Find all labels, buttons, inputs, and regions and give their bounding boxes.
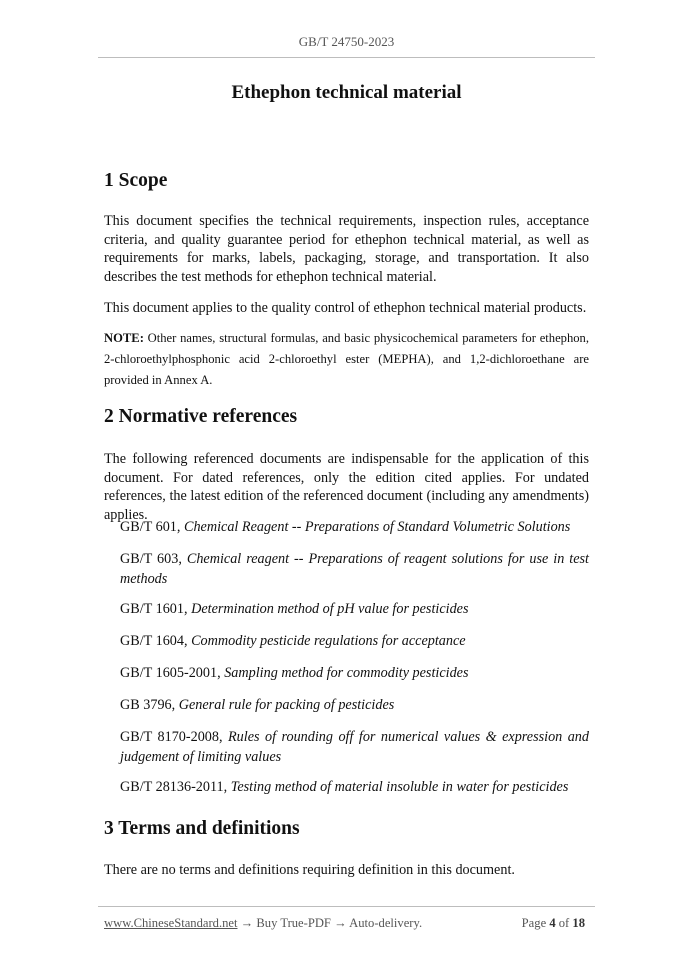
footer-promo [104,916,422,931]
note-label: NOTE: [104,331,144,345]
reference-code: GB/T 603, [120,551,187,567]
reference-item [120,663,589,683]
section-heading-terms-and-definitions: 3 Terms and definitions [104,818,300,839]
page-total: 18 [572,916,585,930]
reference-item [120,777,589,797]
terms-text: There are no terms and definitions requiring definition in this document. [104,862,515,878]
reference-title: Commodity pesticide regulations for acceptance [191,633,466,649]
page-indicator [522,916,585,931]
reference-title: General rule for packing of pesticides [178,697,395,713]
reference-item [120,727,589,767]
page-label: Page [521,916,550,930]
reference-title: Chemical reagent -- Preparations of reagent solutions for use in test methods [120,551,589,587]
reference-code: GB/T 1604, [120,633,192,649]
reference-code: GB/T 1605-2001, [120,665,225,681]
reference-item [120,517,589,537]
scope-note [104,328,589,391]
arrow-icon: → [240,916,254,930]
section-heading-scope: 1 Scope [104,170,168,191]
reference-code: GB/T 601, [120,519,184,535]
footer-divider [98,906,595,907]
page-of: of [555,916,573,930]
scope-paragraph-1: This document specifies the technical requirements, inspection rules, acceptance criteria, and quality guarantee period for ethephon technical material, as well as requirements for marks, labels, packaging, storage, and transportation. It also describes the test methods for ethephon technical material. [104,213,589,285]
reference-title: Rules of rounding off for numerical values & expression and judgement of limiting values [120,729,589,765]
document-title: Ethephon technical material [231,82,462,103]
normative-intro: The following referenced documents are indispensable for the application of this document. For dated references, only the edition cited applies. For undated references, the latest edition of the referenced document (including any amendments) applies. [104,451,589,523]
reference-item [120,599,589,619]
header-doc-code: GB/T 24750-2023 [298,34,395,49]
section-heading-normative-references: 2 Normative references [104,406,298,427]
reference-item [120,695,589,715]
reference-item [120,549,589,589]
reference-item [120,631,589,651]
reference-title: Determination method of pH value for pesticides [191,601,469,617]
reference-code: GB/T 28136-2011, [120,779,231,795]
reference-code: GB 3796, [120,697,179,713]
site-link[interactable]: www.ChineseStandard.net [104,916,238,930]
arrow-icon: → [334,916,347,930]
scope-paragraph-2: This document applies to the quality control of ethephon technical material products. [104,300,587,316]
header-divider [98,57,595,58]
reference-title: Sampling method for commodity pesticides [224,665,469,681]
auto-delivery-text: Auto-delivery. [346,916,423,930]
reference-code: GB/T 1601, [120,601,192,617]
reference-code: GB/T 8170-2008, [120,729,229,745]
page-current: 4 [549,916,556,930]
reference-title: Testing method of material insoluble in water for pesticides [230,779,569,795]
reference-title: Chemical Reagent -- Preparations of Standard Volumetric Solutions [183,519,571,535]
buy-text: Buy True-PDF [253,916,335,930]
note-text: Other names, structural formulas, and basic physicochemical parameters for ethephon, 2-chloroethylphosphonic acid 2-chloroethyl ester (MEPHA), and 1,2-dichloroethane are provided in Annex A. [104,331,589,387]
